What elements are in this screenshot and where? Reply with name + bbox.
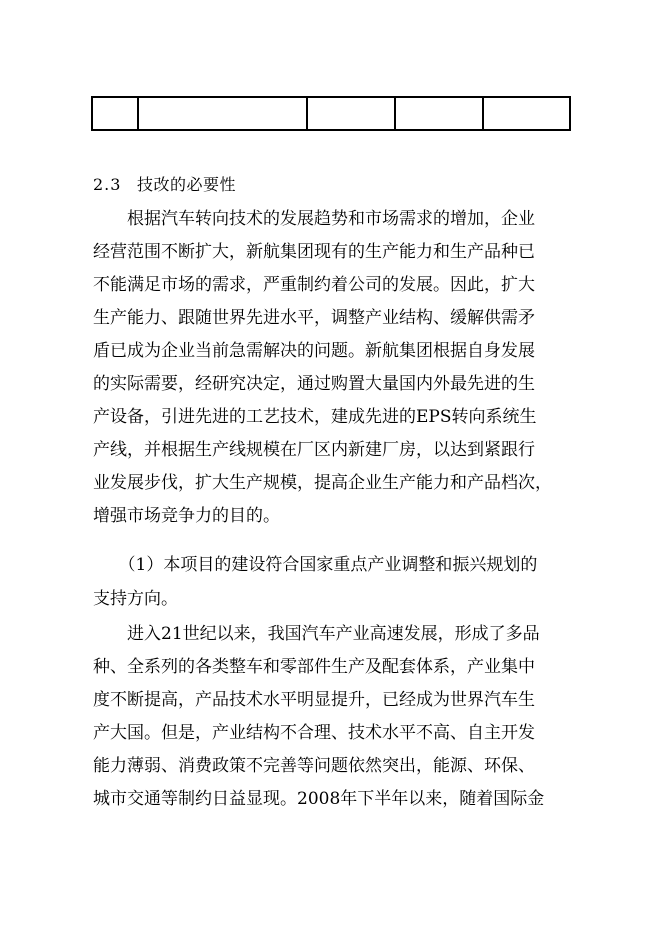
table-cell bbox=[483, 97, 570, 130]
section-number: 2.3 bbox=[93, 175, 122, 194]
paragraph-line: 支持方向。 bbox=[93, 589, 178, 609]
paragraph-line: 的实际需要，经研究决定，通过购置大量国内外最先进的生 bbox=[93, 374, 535, 394]
paragraph-line: 度不断提高，产品技术水平明显提升，已经成为世界汽车生 bbox=[93, 690, 535, 710]
paragraph-line: 生产能力、跟随世界先进水平，调整产业结构、缓解供需矛 bbox=[93, 308, 535, 328]
paragraph-line: 业发展步伐，扩大生产规模，提高企业生产能力和产品档次， bbox=[93, 473, 552, 493]
section-title: 技改的必要性 bbox=[137, 175, 237, 194]
section-heading bbox=[93, 173, 236, 197]
table-cell bbox=[307, 97, 395, 130]
paragraph-line: 产设备，引进先进的工艺技术，建成先进的EPS转向系统生 bbox=[93, 407, 537, 427]
paragraph-line: 不能满足市场的需求，严重制约着公司的发展。因此，扩大 bbox=[93, 275, 535, 295]
table-cell bbox=[395, 97, 483, 130]
table-cell bbox=[92, 97, 138, 130]
table-cell bbox=[138, 97, 307, 130]
paragraph-line: 能力薄弱、消费政策不完善等问题依然突出，能源、环保、 bbox=[93, 756, 535, 776]
paragraph-line: 经营范围不断扩大，新航集团现有的生产能力和生产品种已 bbox=[93, 242, 535, 262]
table-row bbox=[92, 97, 570, 130]
paragraph-line: 城市交通等制约日益显现。2008年下半年以来，随着国际金 bbox=[93, 789, 545, 809]
paragraph-line: 种、全系列的各类整车和零部件生产及配套体系，产业集中 bbox=[93, 657, 535, 677]
paragraph-line: 根据汽车转向技术的发展趋势和市场需求的增加，企业 bbox=[93, 209, 535, 229]
paragraph-line: 盾已成为企业当前急需解决的问题。新航集团根据自身发展 bbox=[93, 341, 535, 361]
paragraph-line: 进入21世纪以来，我国汽车产业高速发展，形成了多品 bbox=[93, 624, 540, 644]
table-fragment bbox=[91, 96, 571, 131]
paragraph-line: （1）本项目的建设符合国家重点产业调整和振兴规划的 bbox=[93, 555, 538, 575]
paragraph-line: 产大国。但是，产业结构不合理、技术水平不高、自主开发 bbox=[93, 723, 535, 743]
paragraph-line: 产线，并根据生产线规模在厂区内新建厂房，以达到紧跟行 bbox=[93, 440, 535, 460]
paragraph-line: 增强市场竞争力的目的。 bbox=[93, 506, 280, 526]
